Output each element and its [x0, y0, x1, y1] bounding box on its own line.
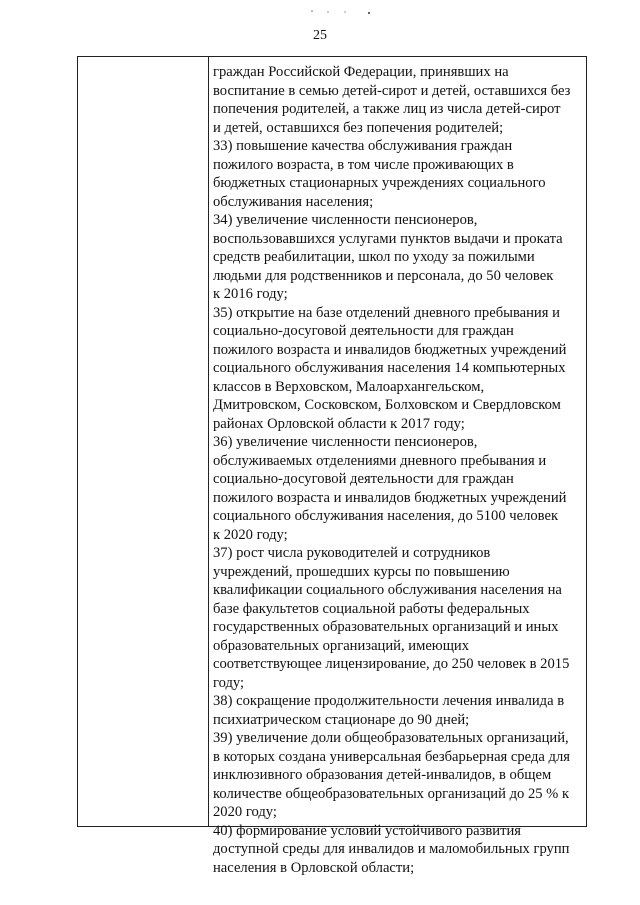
- text-line: воспитание в семью детей-сирот и детей, оставшихся без: [213, 82, 571, 99]
- column-divider: [208, 57, 209, 826]
- text-line: к 2016 году;: [213, 286, 288, 302]
- right-column-cell: [213, 63, 583, 877]
- text-line: году;: [213, 674, 245, 691]
- text-line: граждан Российской Федерации, принявших на: [213, 64, 509, 80]
- text-line: попечения родителей, а также лиц из числа детей-сирот: [213, 101, 561, 117]
- text-line: социально-досуговой деятельности для граждан: [213, 323, 514, 339]
- text-line: 33) повышение качества обслуживания граждан: [213, 138, 513, 154]
- text-line: пожилого возраста и инвалидов бюджетных учреждений: [213, 489, 567, 506]
- text-line: районах Орловской области к 2017 году;: [213, 415, 465, 432]
- text-line: базе факультетов социальной работы федеральных: [213, 600, 530, 617]
- text-line: инклюзивного образования детей-инвалидов, в общем: [213, 767, 552, 783]
- text-line: пожилого возраста и инвалидов бюджетных учреждений: [213, 341, 567, 358]
- text-line: Дмитровском, Сосковском, Болховском и Свердловском: [213, 397, 561, 413]
- text-line: социально-досуговой деятельности для граждан: [213, 471, 514, 487]
- text-line: людьми для родственников и персонала, до 50 человек: [213, 267, 554, 284]
- text-line: и детей, оставшихся без попечения родителей;: [213, 119, 504, 136]
- text-line: социального обслуживания населения, до 5100 человек: [213, 508, 559, 524]
- document-table: [77, 56, 587, 876]
- text-line: квалификации социального обслуживания населения на: [213, 582, 562, 598]
- text-line: воспользовавшихся услугами пунктов выдачи и проката: [213, 230, 563, 247]
- text-line: психиатрическом стационаре до 90 дней;: [213, 711, 470, 728]
- text-line: к 2020 году;: [213, 526, 288, 543]
- text-line: средств реабилитации, школ по уходу за пожилыми: [213, 249, 535, 265]
- text-line: 40) формирование условий устойчивого развития: [213, 822, 522, 839]
- text-line: обслуживаемых отделениями дневного пребывания и: [213, 452, 547, 469]
- text-line: соответствующее лицензирование, до 250 человек в 2015: [213, 656, 570, 672]
- text-line: 37) рост числа руководителей и сотрудников: [213, 545, 491, 561]
- text-line: 35) открытие на базе отделений дневного пребывания и: [213, 304, 560, 321]
- text-line: количестве общеобразовательных организаций до 25 % к: [213, 785, 570, 802]
- text-line: социального обслуживания населения 14 компьютерных: [213, 360, 566, 376]
- text-line: обслуживания населения;: [213, 193, 374, 210]
- text-line: в которых создана универсальная безбарьерная среда для: [213, 748, 570, 765]
- text-line: государственных образовательных организаций и иных: [213, 619, 559, 635]
- text-line: 34) увеличение численности пенсионеров,: [213, 212, 478, 228]
- text-line: населения в Орловской области;: [213, 859, 415, 876]
- text-line: образовательных организаций, имеющих: [213, 637, 470, 654]
- text-line: пожилого возраста, в том числе проживающих в: [213, 156, 514, 173]
- text-line: 39) увеличение доли общеобразовательных организаций,: [213, 730, 569, 746]
- text-line: 2020 году;: [213, 804, 277, 820]
- text-line: учреждений, прошедших курсы по повышению: [213, 563, 510, 580]
- text-line: доступной среды для инвалидов и маломобильных групп: [213, 841, 570, 857]
- page-number: 25: [313, 28, 327, 43]
- text-line: бюджетных стационарных учреждениях социального: [213, 175, 546, 191]
- text-line: 36) увеличение численности пенсионеров,: [213, 434, 478, 450]
- left-column-cell: [78, 57, 208, 826]
- text-line: 38) сокращение продолжительности лечения инвалида в: [213, 693, 565, 709]
- text-line: классов в Верховском, Малоархангельском,: [213, 378, 485, 395]
